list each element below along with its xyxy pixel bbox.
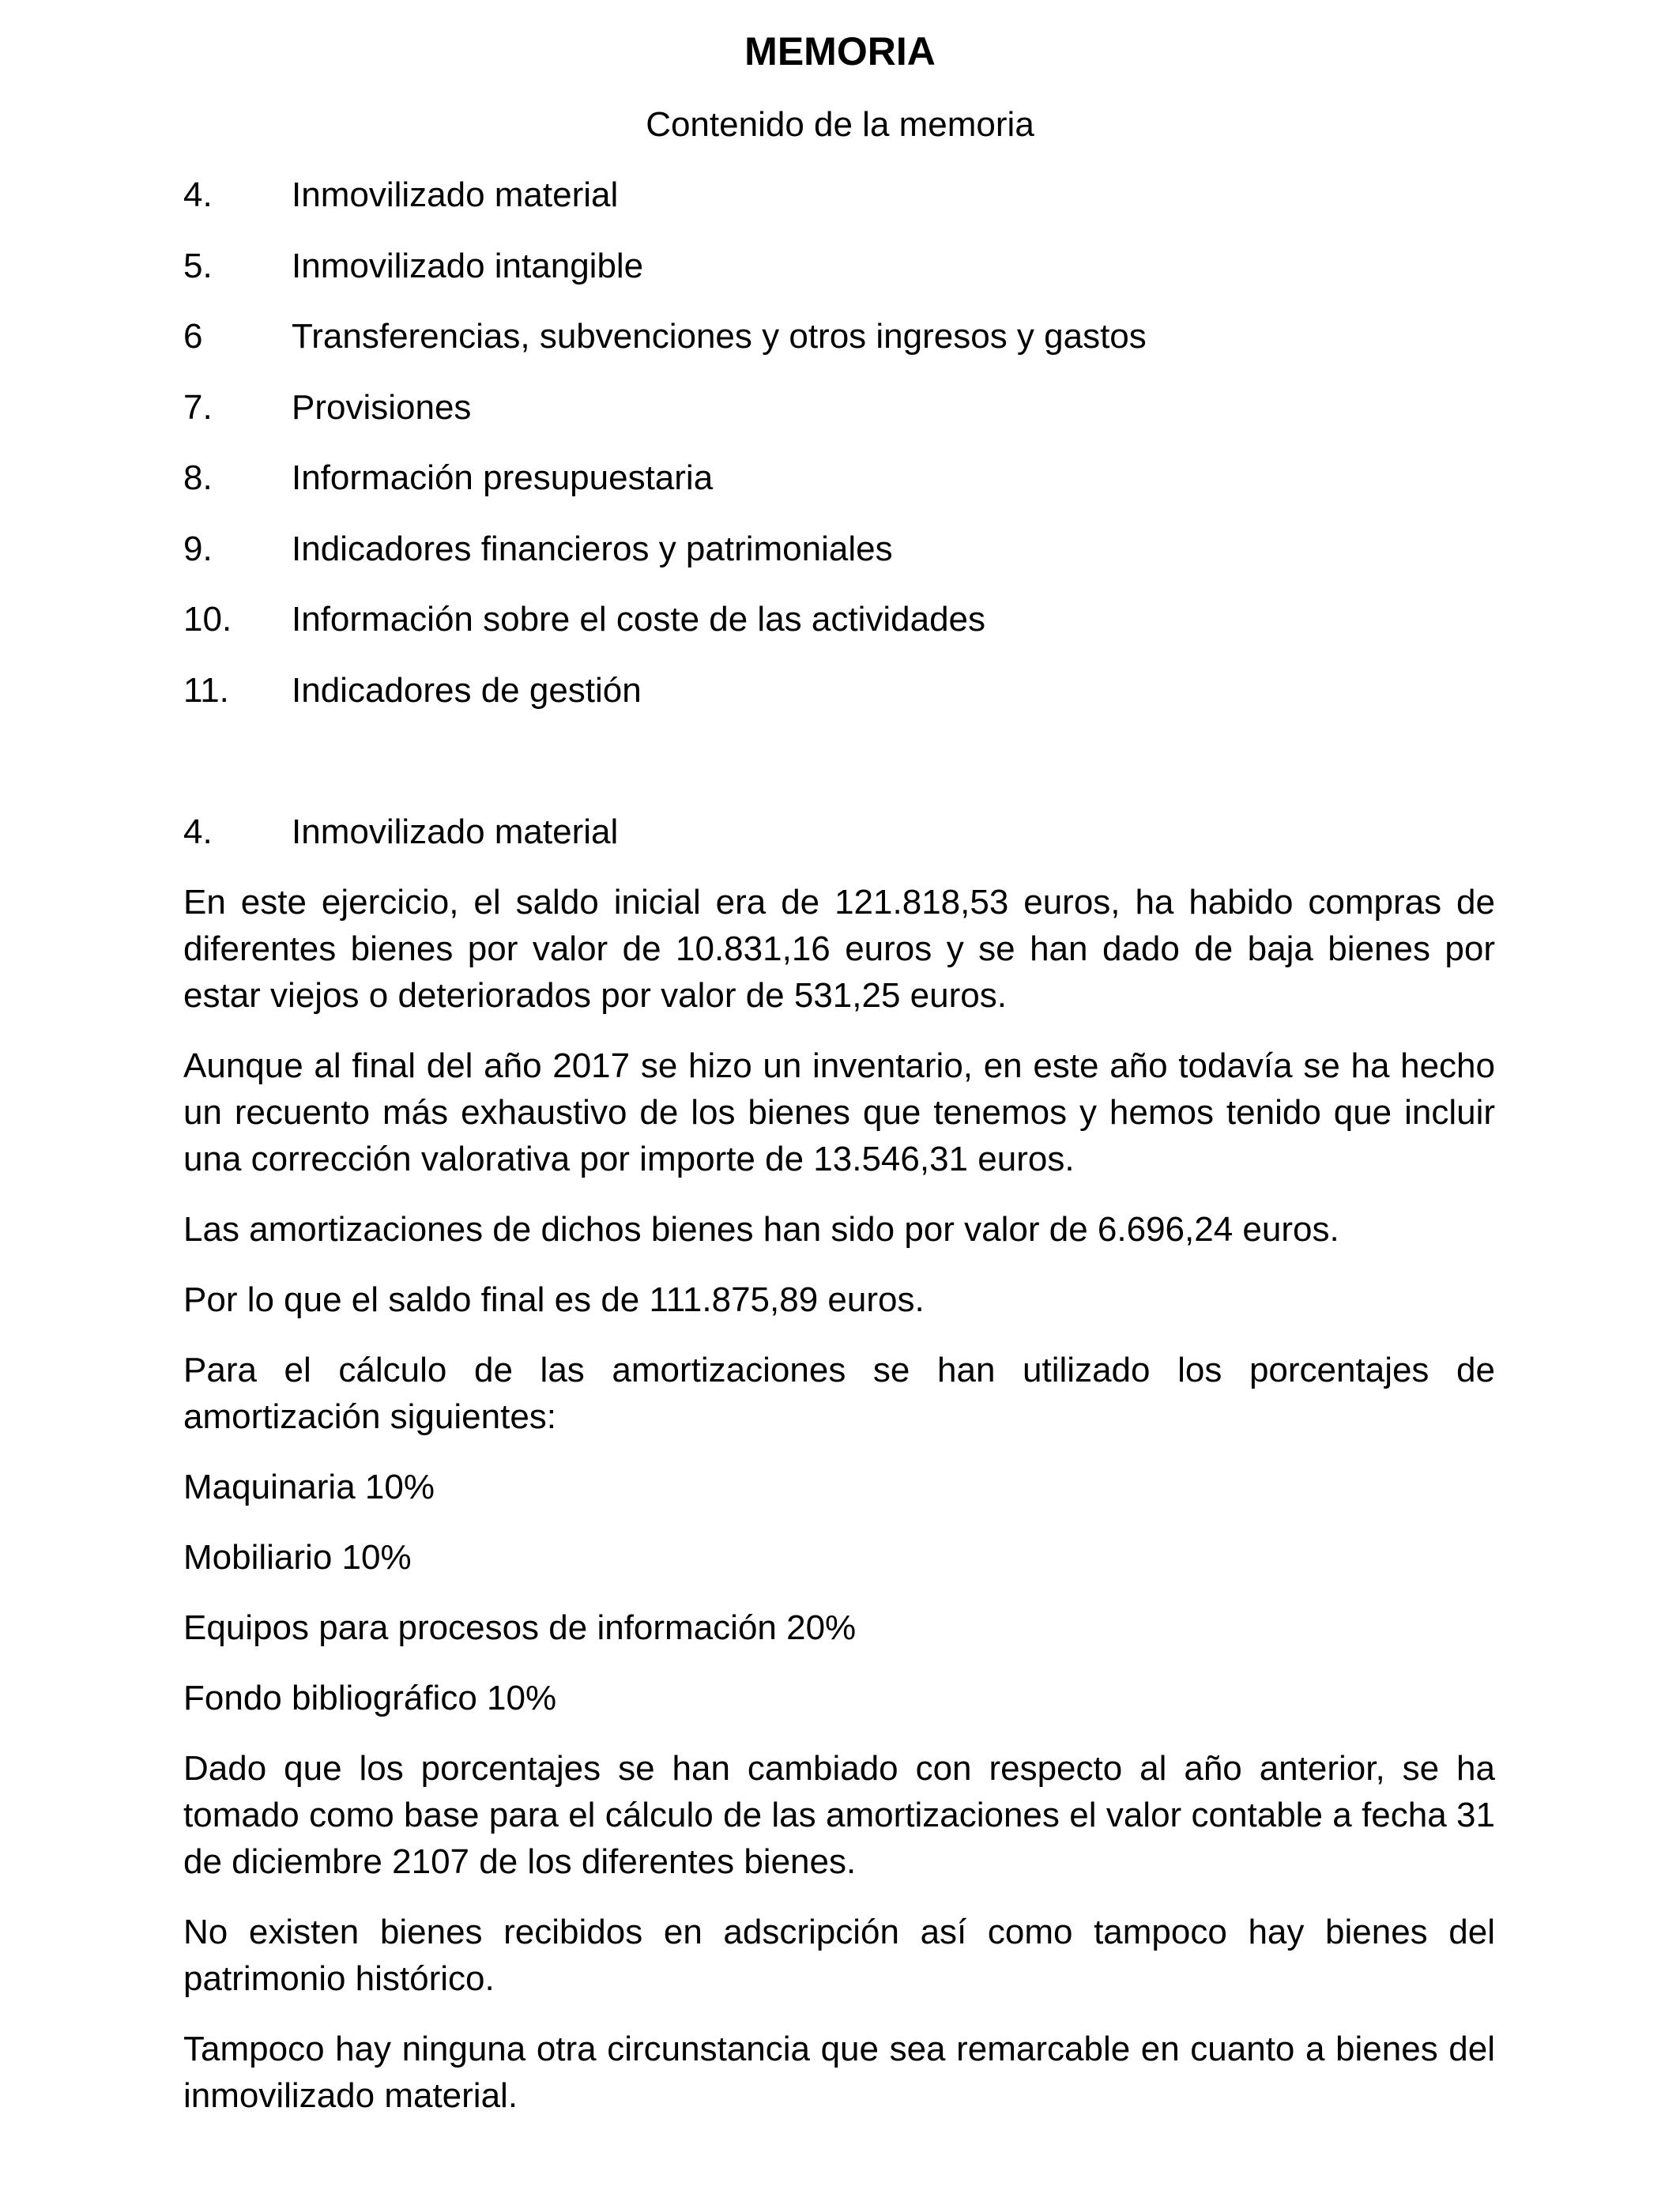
toc-item-number: 10. xyxy=(183,600,232,639)
toc-item-number: 8. xyxy=(183,458,213,497)
toc-item xyxy=(183,171,1495,242)
toc-item-label: Inmovilizado intangible xyxy=(292,246,644,285)
toc-item-label: Provisiones xyxy=(292,387,472,427)
rate-item: Mobiliario 10% xyxy=(183,1538,412,1577)
toc-item-label: Transferencias, subvenciones y otros ingresos y gastos xyxy=(292,317,1147,356)
rate-item: Fondo bibliográfico 10% xyxy=(183,1679,557,1717)
toc-item-number: 6 xyxy=(183,317,203,356)
paragraph: Por lo que el saldo final es de 111.875,89 euros. xyxy=(183,1280,925,1319)
toc-item-number: 7. xyxy=(183,387,213,427)
paragraph: Dado que los porcentajes se han cambiado con respecto al año anterior, se ha tomado como base para el cálculo de las amortizaciones el valor contable a fecha 31 de diciembre 2107 de los diferentes bienes. xyxy=(183,1749,1495,1881)
paragraph: Aunque al final del año 2017 se hizo un inventario, en este año todavía se ha hecho un recuento más exhaustivo de los bienes que tenemos y hemos tenido que incluir una corrección valorativa por importe de 13.546,31 euros. xyxy=(183,1046,1495,1178)
rate-item: Equipos para procesos de información 20% xyxy=(183,1608,857,1647)
document-subtitle: Contenido de la memoria xyxy=(646,105,1034,144)
toc-item-number: 11. xyxy=(183,670,229,710)
toc-item xyxy=(183,383,1495,454)
toc-item-number: 9. xyxy=(183,529,213,568)
toc-item-label: Indicadores financieros y patrimoniales xyxy=(292,529,893,568)
paragraph: Para el cálculo de las amortizaciones se han utilizado los porcentajes de amortización siguientes: xyxy=(183,1351,1495,1436)
section-heading xyxy=(183,808,1495,857)
toc-item-label: Información presupuestaria xyxy=(292,458,714,497)
section-title: Inmovilizado material xyxy=(292,812,619,851)
toc-item-number: 5. xyxy=(183,246,213,285)
table-of-contents xyxy=(183,171,1495,737)
section-body xyxy=(183,879,1495,2143)
document-title: MEMORIA xyxy=(744,29,936,74)
toc-item xyxy=(183,595,1495,666)
toc-item xyxy=(183,242,1495,313)
paragraph: Tampoco hay ninguna otra circunstancia que sea remarcable en cuanto a bienes del inmovilizado material. xyxy=(183,2030,1495,2115)
toc-item-number: 4. xyxy=(183,175,213,214)
toc-item-label: Información sobre el coste de las actividades xyxy=(292,600,986,639)
section-number: 4. xyxy=(183,812,213,851)
rate-item: Maquinaria 10% xyxy=(183,1468,435,1506)
toc-item xyxy=(183,454,1495,525)
toc-item-label: Indicadores de gestión xyxy=(292,670,642,710)
paragraph: En este ejercicio, el saldo inicial era de 121.818,53 euros, ha habido compras de diferentes bienes por valor de 10.831,16 euros y se han dado de baja bienes por estar viejos o deteriorados por valor de 531,25 euros. xyxy=(183,883,1495,1015)
toc-item xyxy=(183,525,1495,596)
paragraph: No existen bienes recibidos en adscripción así como tampoco hay bienes del patrimonio histórico. xyxy=(183,1913,1495,1998)
paragraph: Las amortizaciones de dichos bienes han sido por valor de 6.696,24 euros. xyxy=(183,1210,1339,1249)
toc-item xyxy=(183,312,1495,383)
toc-item-label: Inmovilizado material xyxy=(292,175,619,214)
toc-item xyxy=(183,666,1495,737)
